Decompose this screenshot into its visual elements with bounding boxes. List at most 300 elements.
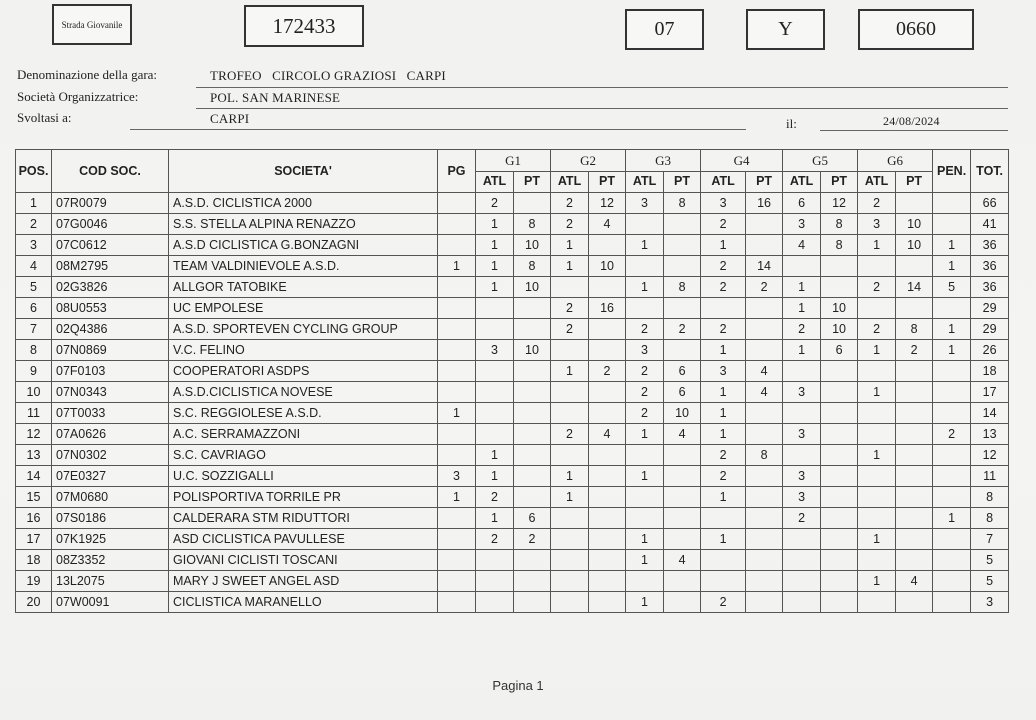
cell-pen: 1 [933, 256, 971, 277]
cell-tot: 36 [971, 277, 1009, 298]
cell-pos: 16 [16, 508, 52, 529]
cell-g6-pt [896, 529, 933, 550]
cell-pos: 4 [16, 256, 52, 277]
cell-g6-atl [858, 487, 896, 508]
cell-g6-pt [896, 487, 933, 508]
cell-pen [933, 361, 971, 382]
cell-tot: 8 [971, 487, 1009, 508]
cell-g1-atl: 2 [476, 487, 514, 508]
results-table [15, 149, 1009, 613]
table-row [16, 319, 1009, 340]
cell-g4-pt [746, 508, 783, 529]
cell-g4-atl: 1 [701, 382, 746, 403]
cell-g2-atl [551, 277, 589, 298]
cell-g6-pt [896, 193, 933, 214]
cell-g1-pt: 10 [514, 277, 551, 298]
cell-g5-pt [821, 403, 858, 424]
cell-g4-atl: 1 [701, 487, 746, 508]
cell-g5-pt [821, 550, 858, 571]
cell-g1-atl: 3 [476, 340, 514, 361]
cell-g3-pt [664, 508, 701, 529]
cell-tot: 8 [971, 508, 1009, 529]
subheader-pt: PT [589, 171, 626, 193]
cell-g5-pt [821, 277, 858, 298]
cell-g4-atl: 2 [701, 466, 746, 487]
cell-g6-pt [896, 592, 933, 613]
cell-g5-atl: 4 [783, 235, 821, 256]
cell-g6-pt: 2 [896, 340, 933, 361]
cell-g1-atl: 1 [476, 214, 514, 235]
cell-pos: 3 [16, 235, 52, 256]
cell-pen [933, 193, 971, 214]
cell-g4-pt: 8 [746, 445, 783, 466]
cell-g5-pt [821, 382, 858, 403]
cell-pos: 12 [16, 424, 52, 445]
cell-g1-pt [514, 445, 551, 466]
cell-g3-pt: 4 [664, 550, 701, 571]
table-row [16, 403, 1009, 424]
table-row [16, 571, 1009, 592]
cell-societa: TEAM VALDINIEVOLE A.S.D. [169, 256, 438, 277]
cell-g5-atl: 1 [783, 277, 821, 298]
subheader-atl: ATL [476, 171, 514, 193]
cell-g6-atl: 2 [858, 319, 896, 340]
cell-g5-pt [821, 466, 858, 487]
cell-g3-atl: 2 [626, 382, 664, 403]
table-row [16, 235, 1009, 256]
cell-g4-atl: 2 [701, 256, 746, 277]
cell-societa: MARY J SWEET ANGEL ASD [169, 571, 438, 592]
cell-g4-atl [701, 550, 746, 571]
cell-g1-atl [476, 382, 514, 403]
cell-g3-atl: 1 [626, 592, 664, 613]
cell-g3-pt [664, 214, 701, 235]
table-row [16, 487, 1009, 508]
cell-g6-pt [896, 298, 933, 319]
cell-g3-pt [664, 298, 701, 319]
results-body [16, 193, 1009, 613]
svoltasi-label: Svoltasi a: [17, 110, 72, 125]
cell-cod-soc: 07N0302 [52, 445, 169, 466]
cell-g3-pt [664, 529, 701, 550]
cell-g2-pt [589, 235, 626, 256]
cell-tot: 5 [971, 571, 1009, 592]
cell-g2-pt [589, 571, 626, 592]
cell-tot: 66 [971, 193, 1009, 214]
cell-g2-pt [589, 403, 626, 424]
cell-cod-soc: 07C0612 [52, 235, 169, 256]
cell-g1-pt [514, 319, 551, 340]
cell-g5-atl: 3 [783, 382, 821, 403]
cell-g5-pt [821, 592, 858, 613]
cell-g3-pt: 10 [664, 403, 701, 424]
cell-g4-atl: 2 [701, 445, 746, 466]
table-row [16, 214, 1009, 235]
cell-g5-atl [783, 550, 821, 571]
cell-g4-atl: 1 [701, 403, 746, 424]
cell-cod-soc: 07R0079 [52, 193, 169, 214]
cell-g2-pt [589, 550, 626, 571]
cell-tot: 3 [971, 592, 1009, 613]
table-row [16, 256, 1009, 277]
cell-pg [438, 214, 476, 235]
cell-g6-pt [896, 361, 933, 382]
cell-g1-atl: 1 [476, 277, 514, 298]
cell-pen [933, 571, 971, 592]
cell-g1-pt [514, 571, 551, 592]
cell-g5-pt [821, 508, 858, 529]
cell-g3-atl [626, 298, 664, 319]
cell-g4-atl: 2 [701, 214, 746, 235]
cell-pos: 17 [16, 529, 52, 550]
cell-g6-pt [896, 445, 933, 466]
cell-pg: 3 [438, 466, 476, 487]
cell-g5-atl [783, 529, 821, 550]
cell-g6-atl [858, 508, 896, 529]
cell-g5-atl [783, 361, 821, 382]
cell-g5-pt [821, 487, 858, 508]
cell-g4-pt [746, 550, 783, 571]
cell-cod-soc: 07N0869 [52, 340, 169, 361]
cell-g4-atl: 1 [701, 235, 746, 256]
cell-g5-pt: 8 [821, 214, 858, 235]
cell-g6-atl [858, 592, 896, 613]
cell-g3-atl [626, 256, 664, 277]
cell-g2-atl: 2 [551, 214, 589, 235]
cell-g3-pt: 8 [664, 193, 701, 214]
table-row [16, 466, 1009, 487]
subheader-atl: ATL [626, 171, 664, 193]
cell-societa: S.S. STELLA ALPINA RENAZZO [169, 214, 438, 235]
cell-g5-pt [821, 256, 858, 277]
cell-g4-atl [701, 298, 746, 319]
cell-g3-atl [626, 445, 664, 466]
il-underline [820, 130, 1008, 131]
cell-g3-pt [664, 592, 701, 613]
cell-g1-atl [476, 361, 514, 382]
cell-pen: 1 [933, 319, 971, 340]
cell-g3-pt [664, 466, 701, 487]
cell-g2-atl [551, 571, 589, 592]
cell-pen [933, 403, 971, 424]
cell-g5-atl [783, 403, 821, 424]
cell-g6-pt [896, 424, 933, 445]
cell-pg: 1 [438, 403, 476, 424]
cell-g5-atl: 2 [783, 319, 821, 340]
cell-g2-pt: 4 [589, 214, 626, 235]
cell-pen: 1 [933, 235, 971, 256]
cell-pos: 20 [16, 592, 52, 613]
code-text: 172433 [272, 13, 336, 38]
subheader-pt: PT [821, 171, 858, 193]
societa-org-underline [196, 108, 1008, 109]
cell-g3-atl: 1 [626, 424, 664, 445]
header-tot: TOT. [971, 150, 1009, 193]
cell-cod-soc: 08U0553 [52, 298, 169, 319]
cell-g6-atl [858, 361, 896, 382]
cell-g3-pt [664, 445, 701, 466]
cell-pos: 1 [16, 193, 52, 214]
cell-pg [438, 340, 476, 361]
cell-g3-pt [664, 256, 701, 277]
cell-societa: A.S.D. SPORTEVEN CYCLING GROUP [169, 319, 438, 340]
cell-g3-atl: 1 [626, 529, 664, 550]
n-soc-box [858, 9, 974, 50]
cell-g2-atl: 2 [551, 193, 589, 214]
cell-g6-atl: 2 [858, 277, 896, 298]
header-g3: G3 [626, 150, 701, 172]
cell-g1-pt [514, 361, 551, 382]
category-box [52, 4, 132, 45]
subheader-pt: PT [664, 171, 701, 193]
cell-g6-atl [858, 298, 896, 319]
cell-g1-atl: 2 [476, 529, 514, 550]
cell-pos: 7 [16, 319, 52, 340]
cell-pen [933, 298, 971, 319]
cell-cod-soc: 07G0046 [52, 214, 169, 235]
cell-societa: S.C. REGGIOLESE A.S.D. [169, 403, 438, 424]
cell-g2-pt: 4 [589, 424, 626, 445]
cell-g6-atl [858, 403, 896, 424]
cell-pos: 14 [16, 466, 52, 487]
cell-g2-atl: 1 [551, 361, 589, 382]
cell-g6-pt [896, 550, 933, 571]
table-row [16, 277, 1009, 298]
cell-pen: 1 [933, 340, 971, 361]
cell-pos: 15 [16, 487, 52, 508]
header-g2: G2 [551, 150, 626, 172]
cell-tot: 26 [971, 340, 1009, 361]
cell-societa: A.C. SERRAMAZZONI [169, 424, 438, 445]
cell-cod-soc: 07W0091 [52, 592, 169, 613]
cell-g2-atl [551, 340, 589, 361]
cin-value: Y [778, 18, 793, 40]
cell-pen [933, 487, 971, 508]
cell-pen: 2 [933, 424, 971, 445]
cell-g6-atl [858, 466, 896, 487]
cell-cod-soc: 07K1925 [52, 529, 169, 550]
cell-pg [438, 445, 476, 466]
cell-tot: 29 [971, 298, 1009, 319]
cell-g3-atl [626, 214, 664, 235]
header-pg: PG [438, 150, 476, 193]
cell-pg [438, 193, 476, 214]
cell-pen [933, 466, 971, 487]
subheader-atl: ATL [701, 171, 746, 193]
cell-g4-atl [701, 571, 746, 592]
cell-g3-atl: 2 [626, 319, 664, 340]
table-row [16, 340, 1009, 361]
cell-g6-atl: 1 [858, 235, 896, 256]
cell-g4-pt [746, 403, 783, 424]
cell-g1-pt: 8 [514, 214, 551, 235]
cell-societa: U.C. SOZZIGALLI [169, 466, 438, 487]
cell-g6-atl [858, 550, 896, 571]
cell-g1-atl: 2 [476, 193, 514, 214]
cell-g1-atl [476, 298, 514, 319]
cell-societa: GIOVANI CICLISTI TOSCANI [169, 550, 438, 571]
header-cod-soc: COD SOC. [52, 150, 169, 193]
cell-g2-atl [551, 382, 589, 403]
cell-g5-atl [783, 445, 821, 466]
cell-g4-pt [746, 319, 783, 340]
cell-g1-atl [476, 592, 514, 613]
cell-societa: UC EMPOLESE [169, 298, 438, 319]
table-row [16, 193, 1009, 214]
cell-g3-atl: 2 [626, 403, 664, 424]
cell-pen [933, 214, 971, 235]
cell-g6-pt: 8 [896, 319, 933, 340]
cell-pg: 1 [438, 487, 476, 508]
header-pen: PEN. [933, 150, 971, 193]
cell-g6-atl: 1 [858, 382, 896, 403]
cell-tot: 18 [971, 361, 1009, 382]
cell-pen [933, 592, 971, 613]
cell-g3-atl: 2 [626, 361, 664, 382]
cell-g6-atl: 3 [858, 214, 896, 235]
cell-g2-pt [589, 592, 626, 613]
cell-societa: ASD CICLISTICA PAVULLESE [169, 529, 438, 550]
cell-pos: 19 [16, 571, 52, 592]
cell-g5-atl: 3 [783, 424, 821, 445]
cell-g2-atl: 2 [551, 424, 589, 445]
cell-g5-atl: 3 [783, 214, 821, 235]
cell-g2-pt [589, 277, 626, 298]
cell-g2-atl: 1 [551, 235, 589, 256]
header-g6: G6 [858, 150, 933, 172]
cell-pos: 11 [16, 403, 52, 424]
cell-pen [933, 529, 971, 550]
cell-tot: 12 [971, 445, 1009, 466]
cell-g2-pt: 10 [589, 256, 626, 277]
cell-g1-pt: 6 [514, 508, 551, 529]
il-value: 24/08/2024 [883, 114, 940, 128]
cell-g2-pt [589, 529, 626, 550]
cell-g1-pt [514, 403, 551, 424]
cell-g1-atl [476, 550, 514, 571]
table-row [16, 445, 1009, 466]
cell-pg [438, 382, 476, 403]
societa-org-value: POL. SAN MARINESE [210, 90, 341, 105]
cell-g3-atl [626, 508, 664, 529]
cell-cod-soc: 07T0033 [52, 403, 169, 424]
cell-pg [438, 298, 476, 319]
cell-g1-atl: 1 [476, 235, 514, 256]
cell-cod-soc: 07F0103 [52, 361, 169, 382]
cell-g6-pt [896, 508, 933, 529]
cin-box [746, 9, 825, 50]
cell-pg: 1 [438, 256, 476, 277]
cell-g2-atl: 2 [551, 298, 589, 319]
cell-g6-pt: 14 [896, 277, 933, 298]
cell-g1-atl [476, 424, 514, 445]
cell-g4-atl: 2 [701, 319, 746, 340]
table-row [16, 592, 1009, 613]
cell-pg [438, 235, 476, 256]
cell-g5-atl: 2 [783, 508, 821, 529]
cell-pos: 6 [16, 298, 52, 319]
cell-g3-pt: 2 [664, 319, 701, 340]
cell-g5-atl: 3 [783, 466, 821, 487]
cell-tot: 17 [971, 382, 1009, 403]
cell-g5-pt [821, 571, 858, 592]
subheader-pt: PT [746, 171, 783, 193]
cell-g5-pt: 10 [821, 298, 858, 319]
cell-g2-atl [551, 508, 589, 529]
cell-g2-pt [589, 508, 626, 529]
cell-g2-atl [551, 445, 589, 466]
cell-g4-pt: 4 [746, 382, 783, 403]
cell-g5-pt [821, 361, 858, 382]
cell-g6-pt: 10 [896, 235, 933, 256]
cell-g3-pt: 8 [664, 277, 701, 298]
subheader-atl: ATL [783, 171, 821, 193]
cell-cod-soc: 08Z3352 [52, 550, 169, 571]
page-number: Pagina 1 [492, 678, 544, 693]
cell-g2-pt: 16 [589, 298, 626, 319]
cell-societa: COOPERATORI ASDPS [169, 361, 438, 382]
cell-tot: 41 [971, 214, 1009, 235]
cell-g6-atl: 2 [858, 193, 896, 214]
cell-g5-atl: 1 [783, 298, 821, 319]
cell-cod-soc: 07M0680 [52, 487, 169, 508]
cell-g4-pt: 14 [746, 256, 783, 277]
table-row [16, 361, 1009, 382]
cell-pen [933, 445, 971, 466]
cell-g2-atl: 1 [551, 466, 589, 487]
cell-tot: 36 [971, 256, 1009, 277]
cell-g6-atl: 1 [858, 445, 896, 466]
cell-g2-pt: 12 [589, 193, 626, 214]
il-label: il: [786, 116, 797, 131]
cell-g3-atl [626, 571, 664, 592]
cell-g2-pt [589, 466, 626, 487]
header-g4: G4 [701, 150, 783, 172]
cell-cod-soc: 02G3826 [52, 277, 169, 298]
cell-pos: 5 [16, 277, 52, 298]
table-row [16, 508, 1009, 529]
cell-g5-pt: 8 [821, 235, 858, 256]
subheader-atl: ATL [551, 171, 589, 193]
cell-g5-atl [783, 592, 821, 613]
cell-g4-pt [746, 571, 783, 592]
cell-pos: 18 [16, 550, 52, 571]
cell-societa: A.S.D CICLISTICA G.BONZAGNI [169, 235, 438, 256]
cell-g1-pt: 10 [514, 235, 551, 256]
cell-pg [438, 508, 476, 529]
n-soc-value: 0660 [896, 18, 936, 40]
cell-cod-soc: 13L2075 [52, 571, 169, 592]
cell-g1-pt: 8 [514, 256, 551, 277]
cell-g3-pt [664, 235, 701, 256]
cell-societa: CALDERARA STM RIDUTTORI [169, 508, 438, 529]
cell-g3-pt [664, 340, 701, 361]
cell-g6-atl [858, 256, 896, 277]
cod-reg-value: 07 [654, 18, 675, 40]
cell-cod-soc: 07E0327 [52, 466, 169, 487]
cell-g5-atl [783, 256, 821, 277]
cell-g6-pt [896, 403, 933, 424]
cell-cod-soc: 07A0626 [52, 424, 169, 445]
cell-pg [438, 277, 476, 298]
cell-g4-pt [746, 340, 783, 361]
header-societa: SOCIETA' [169, 150, 438, 193]
cell-cod-soc: 07N0343 [52, 382, 169, 403]
cell-g3-atl: 1 [626, 235, 664, 256]
cell-g1-atl [476, 403, 514, 424]
table-row [16, 424, 1009, 445]
cell-g5-pt [821, 424, 858, 445]
